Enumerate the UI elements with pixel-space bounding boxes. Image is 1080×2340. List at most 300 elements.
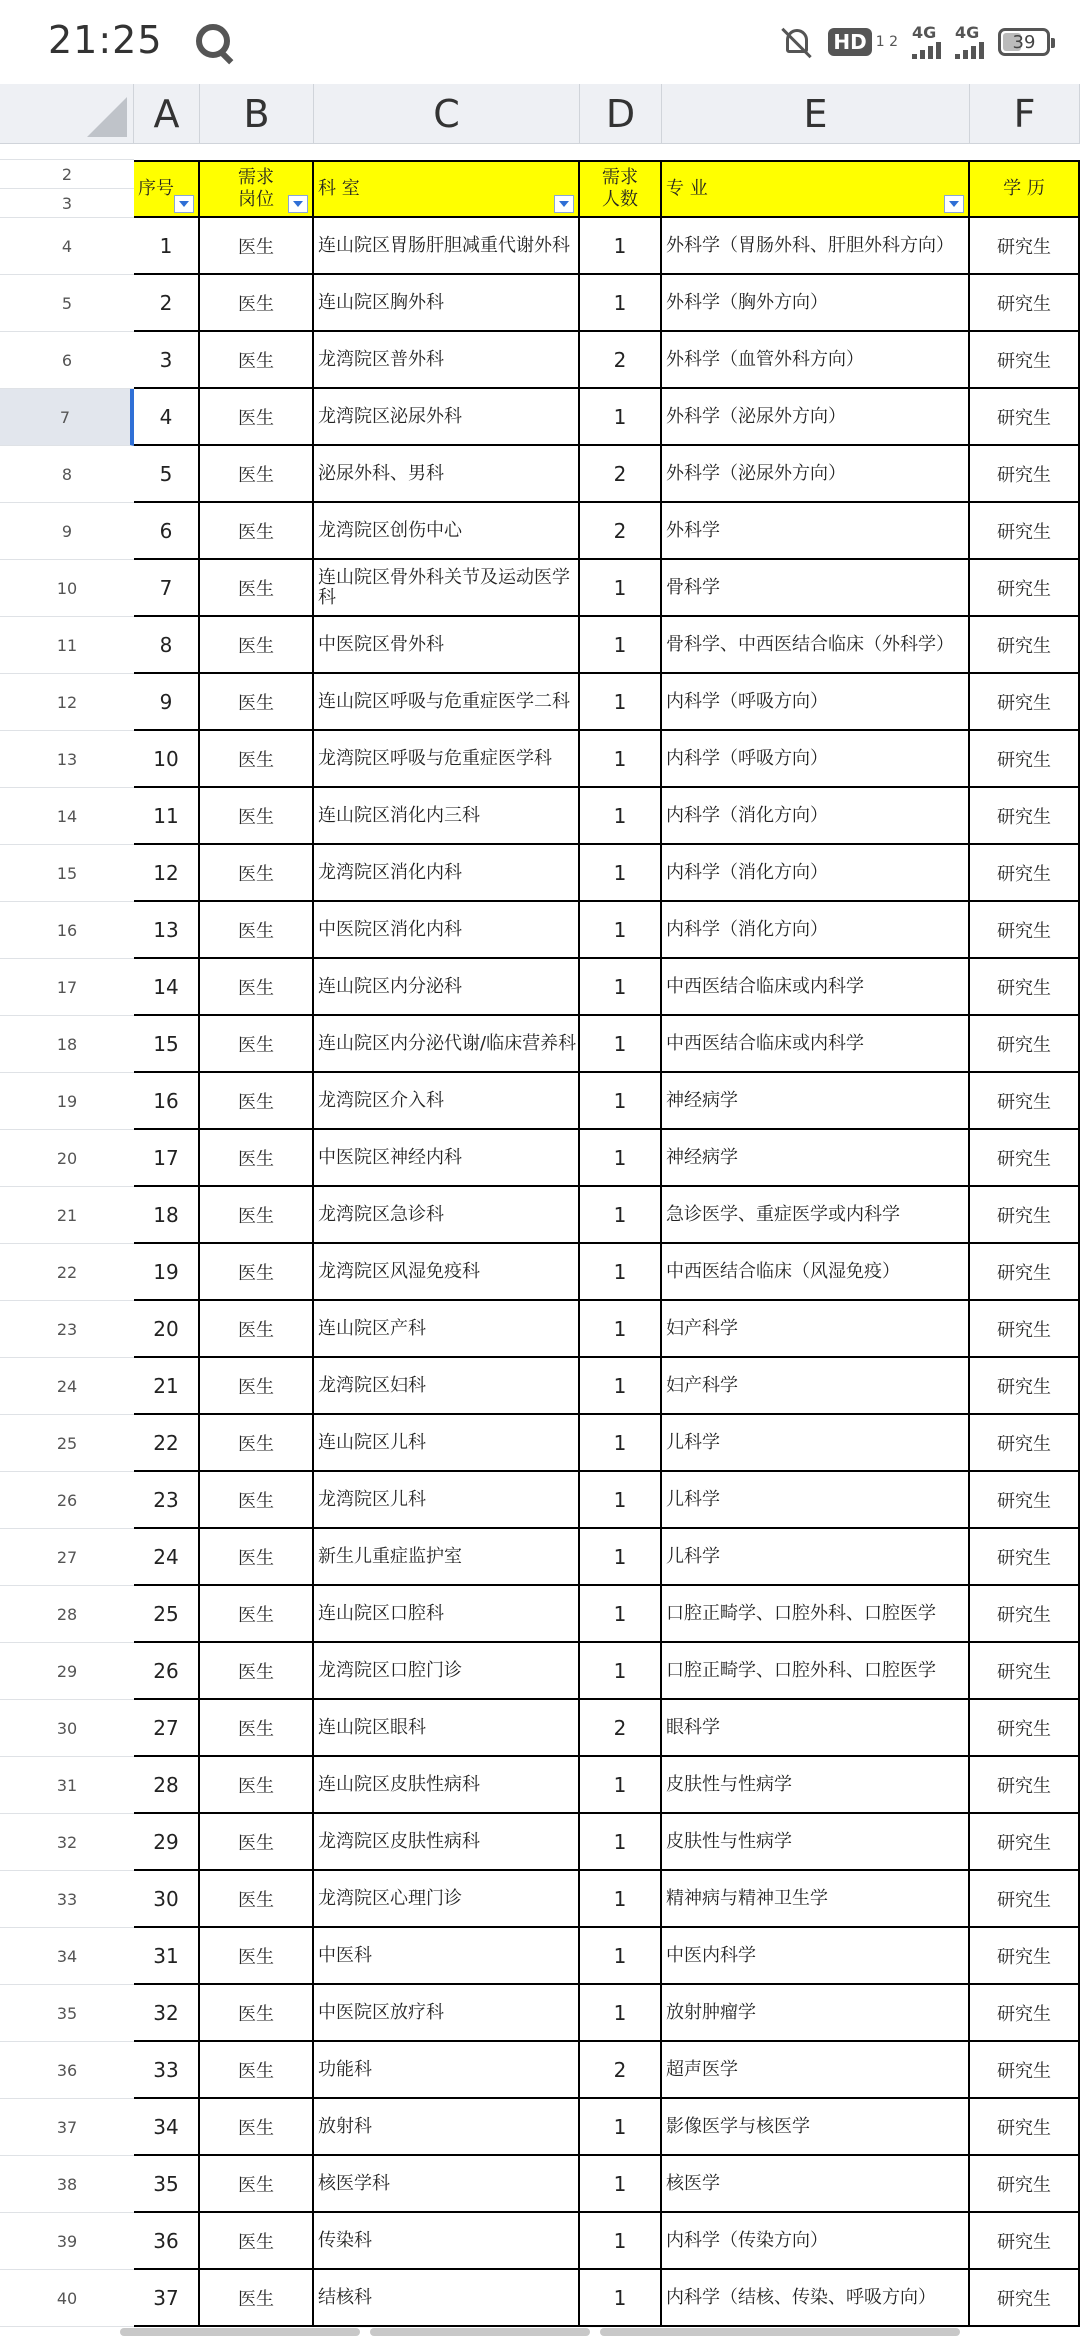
hd-voice-icon: HD (828, 28, 871, 56)
column-header-a[interactable]: A (134, 84, 200, 144)
table-row (134, 959, 1080, 1016)
cell-edu[interactable]: 研究生 (970, 674, 1080, 729)
cell-seq[interactable]: 23 (134, 1472, 200, 1527)
cell-post[interactable]: 医生 (200, 503, 314, 558)
cell-post[interactable]: 医生 (200, 1814, 314, 1869)
status-icons (780, 22, 1050, 62)
cell-post[interactable]: 医生 (200, 2213, 314, 2268)
cell-post[interactable]: 医生 (200, 446, 314, 501)
cell-edu[interactable]: 研究生 (970, 731, 1080, 786)
cell-edu[interactable]: 研究生 (970, 1016, 1080, 1071)
row-number[interactable]: 25 (0, 1415, 134, 1472)
cell-count[interactable]: 1 (580, 845, 662, 900)
row-number[interactable]: 36 (0, 2042, 134, 2099)
row-number[interactable]: 33 (0, 1871, 134, 1928)
cell-edu[interactable]: 研究生 (970, 332, 1080, 387)
cell-post[interactable]: 医生 (200, 902, 314, 957)
row-number[interactable]: 20 (0, 1130, 134, 1187)
horizontal-scrollbar[interactable] (120, 2328, 960, 2336)
cell-dept[interactable]: 龙湾院区风湿免疫科 (314, 1244, 580, 1299)
cell-post[interactable]: 医生 (200, 1700, 314, 1755)
cell-major[interactable]: 中西医结合临床或内科学 (662, 959, 970, 1014)
cell-count[interactable]: 1 (580, 959, 662, 1014)
row-number[interactable]: 4 (0, 218, 134, 275)
cell-count[interactable]: 1 (580, 1415, 662, 1470)
header-count-cell[interactable] (580, 162, 662, 216)
row-number[interactable]: 17 (0, 959, 134, 1016)
cell-major[interactable]: 外科学（胸外方向） (662, 275, 970, 330)
cell-major[interactable]: 中西医结合临床（风湿免疫） (662, 1244, 970, 1299)
cell-seq[interactable]: 21 (134, 1358, 200, 1413)
cell-count[interactable]: 1 (580, 1187, 662, 1242)
cell-post[interactable]: 医生 (200, 389, 314, 444)
row-number[interactable]: 37 (0, 2099, 134, 2156)
table-row (134, 1643, 1080, 1700)
cell-post[interactable]: 医生 (200, 788, 314, 843)
row-number[interactable]: 12 (0, 674, 134, 731)
cell-post[interactable]: 医生 (200, 1301, 314, 1356)
cell-post[interactable]: 医生 (200, 2042, 314, 2097)
cell-count[interactable]: 1 (580, 674, 662, 729)
cell-major[interactable]: 骨科学、中西医结合临床（外科学） (662, 617, 970, 672)
table-row (134, 332, 1080, 389)
row-number[interactable]: 18 (0, 1016, 134, 1073)
cell-edu[interactable]: 研究生 (970, 2042, 1080, 2097)
cell-dept[interactable]: 连山院区产科 (314, 1301, 580, 1356)
cell-seq[interactable]: 7 (134, 560, 200, 615)
row-number[interactable]: 22 (0, 1244, 134, 1301)
cell-seq[interactable]: 34 (134, 2099, 200, 2154)
cell-dept[interactable]: 龙湾院区泌尿外科 (314, 389, 580, 444)
cell-edu[interactable]: 研究生 (970, 1244, 1080, 1299)
row-number[interactable]: 39 (0, 2213, 134, 2270)
cell-dept[interactable]: 连山院区眼科 (314, 1700, 580, 1755)
cell-seq[interactable]: 11 (134, 788, 200, 843)
cell-edu[interactable]: 研究生 (970, 275, 1080, 330)
table-row (134, 617, 1080, 674)
cell-post[interactable]: 医生 (200, 674, 314, 729)
spreadsheet-grid[interactable] (0, 84, 1080, 2340)
cell-count[interactable]: 2 (580, 332, 662, 387)
cell-edu[interactable]: 研究生 (970, 788, 1080, 843)
cell-dept[interactable]: 放射科 (314, 2099, 580, 2154)
header-major: 专 业 (666, 178, 708, 199)
row-number[interactable]: 21 (0, 1187, 134, 1244)
cell-dept[interactable]: 龙湾院区儿科 (314, 1472, 580, 1527)
cell-post[interactable]: 医生 (200, 2270, 314, 2325)
cell-major[interactable]: 内科学（结核、传染、呼吸方向） (662, 2270, 970, 2325)
row-number[interactable]: 29 (0, 1643, 134, 1700)
cell-major[interactable]: 神经病学 (662, 1073, 970, 1128)
cell-seq[interactable]: 36 (134, 2213, 200, 2268)
cell-edu[interactable]: 研究生 (970, 1985, 1080, 2040)
cell-seq[interactable]: 2 (134, 275, 200, 330)
cell-major[interactable]: 外科学（胃肠外科、肝胆外科方向） (662, 218, 970, 273)
cell-post[interactable]: 医生 (200, 1073, 314, 1128)
cell-dept[interactable]: 新生儿重症监护室 (314, 1529, 580, 1584)
cell-post[interactable]: 医生 (200, 1187, 314, 1242)
cell-edu[interactable]: 研究生 (970, 1700, 1080, 1755)
cell-dept[interactable]: 连山院区内分泌代谢/临床营养科 (314, 1016, 580, 1071)
status-time: 21:25 (48, 18, 163, 62)
cell-count[interactable]: 2 (580, 1700, 662, 1755)
cell-count[interactable]: 1 (580, 2156, 662, 2211)
row-number[interactable]: 9 (0, 503, 134, 560)
row-number[interactable]: 14 (0, 788, 134, 845)
cell-count[interactable]: 2 (580, 446, 662, 501)
cell-count[interactable]: 1 (580, 1301, 662, 1356)
row-number[interactable]: 23 (0, 1301, 134, 1358)
row-number-collapsed[interactable] (0, 144, 134, 160)
cell-dept[interactable]: 中医科 (314, 1928, 580, 1983)
cell-seq[interactable]: 24 (134, 1529, 200, 1584)
cell-dept[interactable]: 连山院区呼吸与危重症医学二科 (314, 674, 580, 729)
row-number[interactable]: 32 (0, 1814, 134, 1871)
table-row (134, 1700, 1080, 1757)
cell-major[interactable]: 影像医学与核医学 (662, 2099, 970, 2154)
cell-major[interactable]: 妇产科学 (662, 1358, 970, 1413)
cell-edu[interactable]: 研究生 (970, 1187, 1080, 1242)
cell-count[interactable]: 1 (580, 731, 662, 786)
cell-post[interactable]: 医生 (200, 731, 314, 786)
cell-edu[interactable]: 研究生 (970, 2213, 1080, 2268)
cell-seq[interactable]: 37 (134, 2270, 200, 2325)
select-all-corner[interactable] (0, 84, 134, 144)
row-number[interactable]: 26 (0, 1472, 134, 1529)
cell-major[interactable]: 超声医学 (662, 2042, 970, 2097)
cell-post[interactable]: 医生 (200, 1529, 314, 1584)
cell-dept[interactable]: 核医学科 (314, 2156, 580, 2211)
cell-edu[interactable]: 研究生 (970, 446, 1080, 501)
table-row (134, 275, 1080, 332)
cell-edu[interactable]: 研究生 (970, 1472, 1080, 1527)
cell-major[interactable]: 外科学（泌尿外方向） (662, 389, 970, 444)
cell-seq[interactable]: 17 (134, 1130, 200, 1185)
cell-count[interactable]: 1 (580, 1244, 662, 1299)
cell-edu[interactable]: 研究生 (970, 218, 1080, 273)
cell-count[interactable]: 1 (580, 560, 662, 615)
cell-major[interactable]: 内科学（呼吸方向） (662, 674, 970, 729)
cell-post[interactable]: 医生 (200, 1016, 314, 1071)
cell-post[interactable]: 医生 (200, 1643, 314, 1698)
cell-post[interactable]: 医生 (200, 1757, 314, 1812)
row-number[interactable]: 38 (0, 2156, 134, 2213)
cell-seq[interactable]: 10 (134, 731, 200, 786)
cell-edu[interactable]: 研究生 (970, 389, 1080, 444)
cell-count[interactable]: 1 (580, 2270, 662, 2325)
row-number[interactable]: 3 (0, 189, 134, 218)
cell-seq[interactable]: 32 (134, 1985, 200, 2040)
cell-dept[interactable]: 龙湾院区介入科 (314, 1073, 580, 1128)
cell-seq[interactable]: 26 (134, 1643, 200, 1698)
cell-count[interactable]: 1 (580, 617, 662, 672)
cell-major[interactable]: 精神病与精神卫生学 (662, 1871, 970, 1926)
cell-post[interactable]: 医生 (200, 560, 314, 615)
cell-edu[interactable]: 研究生 (970, 1586, 1080, 1641)
cell-edu[interactable]: 研究生 (970, 1871, 1080, 1926)
cell-post[interactable]: 医生 (200, 845, 314, 900)
row-number[interactable]: 24 (0, 1358, 134, 1415)
cell-post[interactable]: 医生 (200, 617, 314, 672)
cell-major[interactable]: 神经病学 (662, 1130, 970, 1185)
cell-post[interactable]: 医生 (200, 1871, 314, 1926)
row-number[interactable]: 8 (0, 446, 134, 503)
cell-seq[interactable]: 35 (134, 2156, 200, 2211)
cell-major[interactable]: 骨科学 (662, 560, 970, 615)
row-number[interactable]: 6 (0, 332, 134, 389)
table-row (134, 1985, 1080, 2042)
column-header-f[interactable]: F (970, 84, 1080, 144)
filter-dropdown-icon[interactable] (288, 195, 308, 213)
cell-edu[interactable]: 研究生 (970, 1928, 1080, 1983)
cell-count[interactable]: 1 (580, 389, 662, 444)
cell-seq[interactable]: 15 (134, 1016, 200, 1071)
cell-post[interactable]: 医生 (200, 1358, 314, 1413)
cell-post[interactable]: 医生 (200, 1586, 314, 1641)
cell-count[interactable]: 1 (580, 1529, 662, 1584)
table-row (134, 902, 1080, 959)
cell-seq[interactable]: 18 (134, 1187, 200, 1242)
cell-major[interactable]: 中西医结合临床或内科学 (662, 1016, 970, 1071)
cell-dept[interactable]: 中医院区神经内科 (314, 1130, 580, 1185)
cell-seq[interactable]: 12 (134, 845, 200, 900)
cell-edu[interactable]: 研究生 (970, 1529, 1080, 1584)
cell-dept[interactable]: 连山院区消化内三科 (314, 788, 580, 843)
cell-edu[interactable]: 研究生 (970, 845, 1080, 900)
cell-major[interactable]: 外科学（泌尿外方向） (662, 446, 970, 501)
filter-dropdown-icon[interactable] (944, 195, 964, 213)
cell-seq[interactable]: 16 (134, 1073, 200, 1128)
cell-dept[interactable]: 中医院区放疗科 (314, 1985, 580, 2040)
cell-seq[interactable]: 6 (134, 503, 200, 558)
row-number[interactable]: 16 (0, 902, 134, 959)
cell-post[interactable]: 医生 (200, 218, 314, 273)
row-number[interactable]: 15 (0, 845, 134, 902)
row-number[interactable]: 40 (0, 2270, 134, 2327)
cell-count[interactable]: 1 (580, 788, 662, 843)
cell-seq[interactable]: 8 (134, 617, 200, 672)
cell-major[interactable]: 放射肿瘤学 (662, 1985, 970, 2040)
cell-post[interactable]: 医生 (200, 2099, 314, 2154)
cell-seq[interactable]: 29 (134, 1814, 200, 1869)
cell-count[interactable]: 1 (580, 1358, 662, 1413)
cell-count[interactable]: 1 (580, 1985, 662, 2040)
cell-count[interactable]: 1 (580, 1757, 662, 1812)
header-dept-cell[interactable] (314, 162, 580, 216)
cell-edu[interactable]: 研究生 (970, 2270, 1080, 2325)
cell-dept[interactable]: 龙湾院区口腔门诊 (314, 1643, 580, 1698)
row-number[interactable]: 30 (0, 1700, 134, 1757)
cell-edu[interactable]: 研究生 (970, 617, 1080, 672)
cell-seq[interactable]: 30 (134, 1871, 200, 1926)
cell-seq[interactable]: 3 (134, 332, 200, 387)
cell-major[interactable]: 核医学 (662, 2156, 970, 2211)
row-number[interactable]: 13 (0, 731, 134, 788)
cell-major[interactable]: 中医内科学 (662, 1928, 970, 1983)
cell-major[interactable]: 眼科学 (662, 1700, 970, 1755)
column-header-d[interactable]: D (580, 84, 662, 144)
cell-seq[interactable]: 33 (134, 2042, 200, 2097)
cell-seq[interactable]: 5 (134, 446, 200, 501)
cell-seq[interactable]: 20 (134, 1301, 200, 1356)
cell-edu[interactable]: 研究生 (970, 503, 1080, 558)
row-number[interactable]: 28 (0, 1586, 134, 1643)
cell-major[interactable]: 内科学（呼吸方向） (662, 731, 970, 786)
cell-major[interactable]: 内科学（传染方向） (662, 2213, 970, 2268)
cell-count[interactable]: 1 (580, 1814, 662, 1869)
cell-dept[interactable]: 中医院区消化内科 (314, 902, 580, 957)
cell-major[interactable]: 内科学（消化方向） (662, 902, 970, 957)
cell-post[interactable]: 医生 (200, 2156, 314, 2211)
cell-post[interactable]: 医生 (200, 1244, 314, 1299)
cell-seq[interactable]: 25 (134, 1586, 200, 1641)
header-post: 需求 岗位 (238, 167, 274, 210)
cell-seq[interactable]: 31 (134, 1928, 200, 1983)
cell-edu[interactable]: 研究生 (970, 1358, 1080, 1413)
cell-post[interactable]: 医生 (200, 332, 314, 387)
column-header-b[interactable]: B (200, 84, 314, 144)
status-bar (0, 0, 1080, 84)
cell-post[interactable]: 医生 (200, 959, 314, 1014)
cell-edu[interactable]: 研究生 (970, 959, 1080, 1014)
cell-count[interactable]: 1 (580, 275, 662, 330)
cell-dept[interactable]: 龙湾院区皮肤性病科 (314, 1814, 580, 1869)
row-number[interactable]: 27 (0, 1529, 134, 1586)
row-number[interactable]: 35 (0, 1985, 134, 2042)
cell-count[interactable]: 1 (580, 218, 662, 273)
row-number[interactable]: 5 (0, 275, 134, 332)
cell-major[interactable]: 外科学 (662, 503, 970, 558)
cell-count[interactable]: 1 (580, 1073, 662, 1128)
cell-seq[interactable]: 13 (134, 902, 200, 957)
cell-edu[interactable]: 研究生 (970, 902, 1080, 957)
battery-level: 39 (1012, 31, 1036, 53)
cell-count[interactable]: 1 (580, 1016, 662, 1071)
cell-seq[interactable]: 22 (134, 1415, 200, 1470)
header-post-cell[interactable] (200, 162, 314, 216)
table-row (134, 1529, 1080, 1586)
cell-dept[interactable]: 泌尿外科、男科 (314, 446, 580, 501)
row-number[interactable]: 2 (0, 160, 134, 189)
cell-count[interactable]: 1 (580, 1130, 662, 1185)
filter-dropdown-icon[interactable] (554, 195, 574, 213)
cell-count[interactable]: 2 (580, 2042, 662, 2097)
cell-seq[interactable]: 28 (134, 1757, 200, 1812)
cell-dept[interactable]: 龙湾院区创伤中心 (314, 503, 580, 558)
cell-count[interactable]: 1 (580, 1586, 662, 1641)
cell-dept[interactable]: 连山院区内分泌科 (314, 959, 580, 1014)
cell-count[interactable]: 2 (580, 503, 662, 558)
cell-major[interactable]: 口腔正畸学、口腔外科、口腔医学 (662, 1643, 970, 1698)
filter-dropdown-icon[interactable] (174, 195, 194, 213)
cell-edu[interactable]: 研究生 (970, 2099, 1080, 2154)
cell-count[interactable]: 1 (580, 1871, 662, 1926)
cell-dept[interactable]: 连山院区皮肤性病科 (314, 1757, 580, 1812)
cell-post[interactable]: 医生 (200, 1415, 314, 1470)
cell-edu[interactable]: 研究生 (970, 1814, 1080, 1869)
cell-seq[interactable]: 27 (134, 1700, 200, 1755)
column-header-c[interactable]: C (314, 84, 580, 144)
cell-dept[interactable]: 中医院区骨外科 (314, 617, 580, 672)
cell-dept[interactable]: 龙湾院区呼吸与危重症医学科 (314, 731, 580, 786)
column-header-e[interactable]: E (662, 84, 970, 144)
cell-post[interactable]: 医生 (200, 1985, 314, 2040)
cell-edu[interactable]: 研究生 (970, 1757, 1080, 1812)
signal-icon-sim2: 4G (955, 25, 984, 59)
cell-edu[interactable]: 研究生 (970, 1130, 1080, 1185)
cell-dept[interactable]: 连山院区骨外科关节及运动医学科 (314, 560, 580, 615)
row-number[interactable]: 10 (0, 560, 134, 617)
cell-edu[interactable]: 研究生 (970, 1415, 1080, 1470)
cell-seq[interactable]: 19 (134, 1244, 200, 1299)
cell-major[interactable]: 外科学（血管外科方向） (662, 332, 970, 387)
cell-major[interactable]: 内科学（消化方向） (662, 788, 970, 843)
cell-count[interactable]: 1 (580, 2213, 662, 2268)
cell-dept[interactable]: 功能科 (314, 2042, 580, 2097)
cell-dept[interactable]: 龙湾院区急诊科 (314, 1187, 580, 1242)
cell-edu[interactable]: 研究生 (970, 1301, 1080, 1356)
cell-dept[interactable]: 连山院区胃肠肝胆减重代谢外科 (314, 218, 580, 273)
header-seq-cell[interactable] (134, 162, 200, 216)
cell-major[interactable]: 儿科学 (662, 1415, 970, 1470)
cell-major[interactable]: 皮肤性与性病学 (662, 1814, 970, 1869)
cell-major[interactable]: 皮肤性与性病学 (662, 1757, 970, 1812)
cell-post[interactable]: 医生 (200, 1928, 314, 1983)
cell-seq[interactable]: 14 (134, 959, 200, 1014)
cell-seq[interactable]: 1 (134, 218, 200, 273)
cell-dept[interactable]: 连山院区儿科 (314, 1415, 580, 1470)
cell-edu[interactable]: 研究生 (970, 1073, 1080, 1128)
cell-post[interactable]: 医生 (200, 1472, 314, 1527)
cell-major[interactable]: 急诊医学、重症医学或内科学 (662, 1187, 970, 1242)
cell-seq[interactable]: 4 (134, 389, 200, 444)
cell-dept[interactable]: 龙湾院区消化内科 (314, 845, 580, 900)
cell-edu[interactable]: 研究生 (970, 2156, 1080, 2211)
cell-dept[interactable]: 龙湾院区妇科 (314, 1358, 580, 1413)
cell-post[interactable]: 医生 (200, 1130, 314, 1185)
cell-count[interactable]: 1 (580, 2099, 662, 2154)
cell-major[interactable]: 口腔正畸学、口腔外科、口腔医学 (662, 1586, 970, 1641)
table-row (134, 1016, 1080, 1073)
cell-major[interactable]: 儿科学 (662, 1472, 970, 1527)
cell-dept[interactable]: 连山院区口腔科 (314, 1586, 580, 1641)
cell-post[interactable]: 医生 (200, 275, 314, 330)
cell-count[interactable]: 1 (580, 1928, 662, 1983)
cell-edu[interactable]: 研究生 (970, 560, 1080, 615)
cell-major[interactable]: 儿科学 (662, 1529, 970, 1584)
cell-dept[interactable]: 连山院区胸外科 (314, 275, 580, 330)
row-number[interactable]: 19 (0, 1073, 134, 1130)
table-row (134, 2042, 1080, 2099)
cell-major[interactable]: 内科学（消化方向） (662, 845, 970, 900)
cell-count[interactable]: 1 (580, 1472, 662, 1527)
header-major-cell[interactable] (662, 162, 970, 216)
cell-dept[interactable]: 传染科 (314, 2213, 580, 2268)
cell-count[interactable]: 1 (580, 902, 662, 957)
cell-dept[interactable]: 结核科 (314, 2270, 580, 2325)
cell-count[interactable]: 1 (580, 1643, 662, 1698)
cell-dept[interactable]: 龙湾院区心理门诊 (314, 1871, 580, 1926)
header-edu-cell[interactable] (970, 162, 1080, 216)
cell-dept[interactable]: 龙湾院区普外科 (314, 332, 580, 387)
cell-edu[interactable]: 研究生 (970, 1643, 1080, 1698)
cell-major[interactable]: 妇产科学 (662, 1301, 970, 1356)
row-number[interactable]: 11 (0, 617, 134, 674)
row-number[interactable]: 34 (0, 1928, 134, 1985)
row-number[interactable]: 31 (0, 1757, 134, 1814)
cell-seq[interactable]: 9 (134, 674, 200, 729)
row-number[interactable]: 7 (0, 389, 134, 446)
